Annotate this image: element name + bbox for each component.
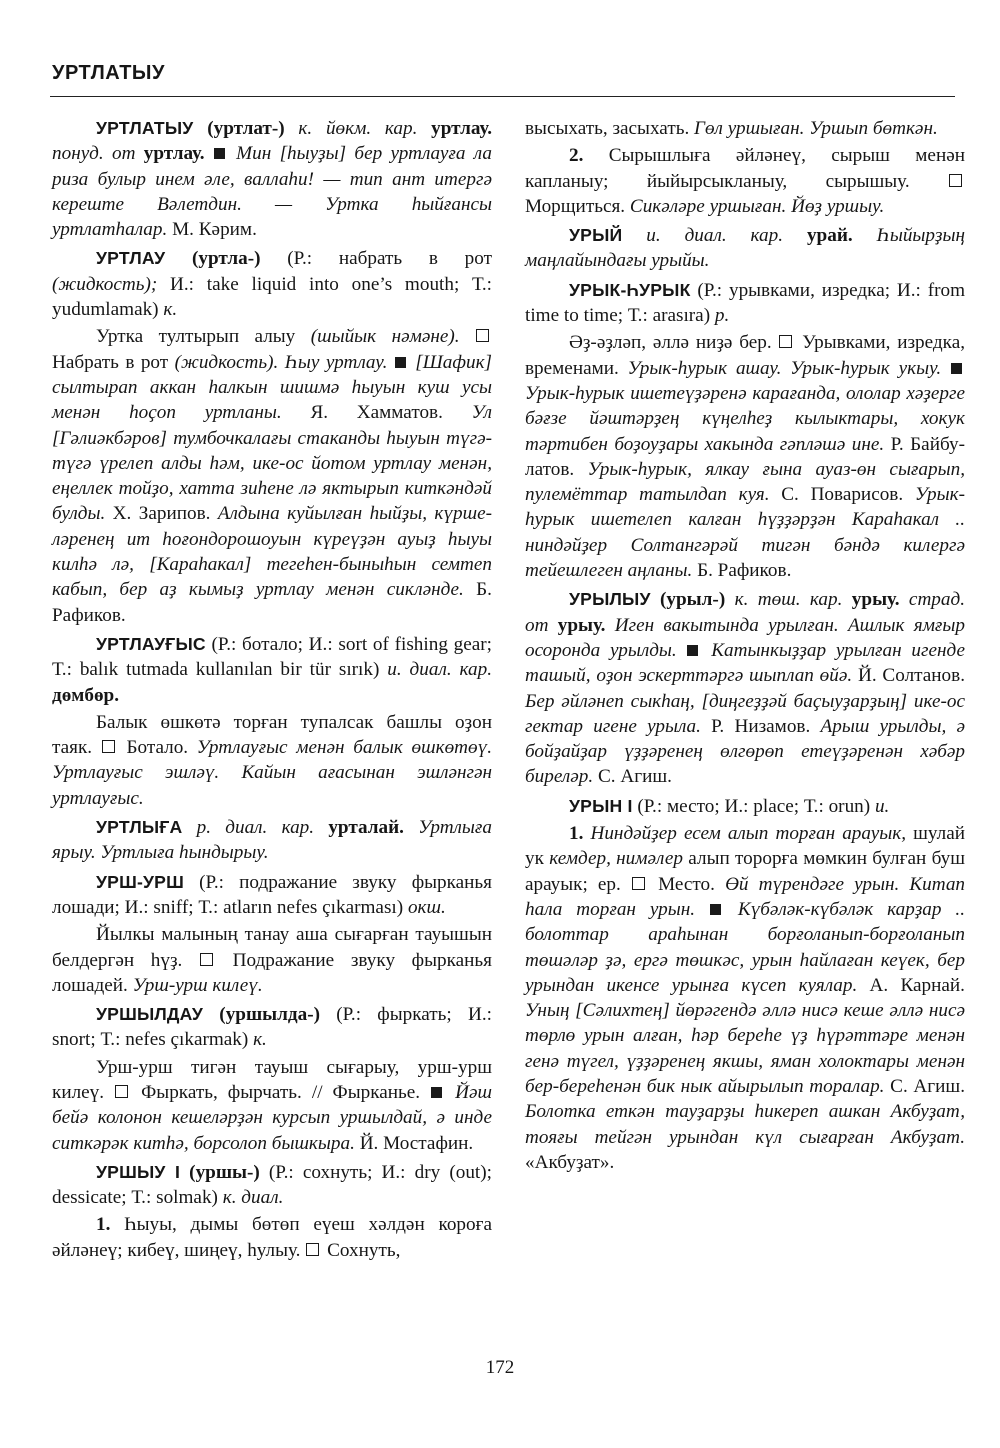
text: (Р.: подражание звуку фырканья лошади; И.: sniff; Т.: atların nefes çıkarması) bbox=[52, 871, 492, 918]
text: Сохнуть, bbox=[322, 1239, 401, 1261]
italic-text: Мин [һыуҙы] бер уртлауға ла риза булыр инем әле, валлаһи! — тип ант итергә кереште Вәлетдин. — Уртка һыйғансы уртлатһалар. bbox=[52, 143, 492, 241]
italic-text: р. bbox=[714, 305, 730, 327]
definition-paragraph bbox=[52, 1212, 492, 1263]
text: Һыуы, дымы бөтөп еүеш хәлдән короға әйләнеү; кибеү, шиңеү, һулыу. bbox=[52, 1214, 492, 1261]
italic-text: окш. bbox=[407, 896, 446, 918]
text: Подражание звуку фырканья лошадей. bbox=[52, 949, 492, 996]
italic-text: к. төш. кар. bbox=[734, 589, 843, 611]
dictionary-entry bbox=[525, 794, 965, 819]
open-square-icon bbox=[632, 877, 645, 890]
definition-paragraph bbox=[52, 324, 492, 628]
italic-text: к. bbox=[163, 299, 178, 321]
italic-text: и. диал. кар. bbox=[387, 659, 492, 681]
text: (Р.: ботало; И.: sort of fishing gear; Т.: balık tutmada kullanılan bir tür sırık) bbox=[52, 633, 492, 681]
italic-text: Йәш бейә колонон кешеләрҙән курсып уршылдай, ә инде ситкәрәк китһә, борсолоп бышкыра. bbox=[52, 1081, 493, 1154]
definition-paragraph bbox=[52, 710, 492, 811]
headword: УРТЛАТЫУ bbox=[96, 118, 194, 138]
dictionary-entry bbox=[52, 815, 492, 866]
bold-text: 1. bbox=[569, 823, 584, 845]
text: Уртка тултырып алыу bbox=[96, 326, 311, 348]
text: Набрать в рот bbox=[52, 351, 175, 373]
text: Ботало. bbox=[117, 737, 197, 759]
italic-text: Күбәләк-күбәләк карҙар .. болоттар араһынан борғоланып-борғоланып төшәләр ҙә, ергә төшкәс, урын һайлаған кеүек, бер урындан икенсе урынға күсеп куялар. bbox=[525, 898, 965, 996]
definition-paragraph bbox=[525, 116, 965, 141]
italic-text: Урык-һурык, ялкау ғына ауаз-өн сығарып, пулемёттар татылдап куя. bbox=[525, 458, 965, 506]
italic-text: Һыйырҙың маңлайындағы урыйы. bbox=[525, 225, 965, 272]
italic-text: (шыйык нәмәне). bbox=[310, 326, 460, 348]
text: Сырышлыға әйләнеү, сырыш менән капланыу; йыйырсыкланыу, сырышыу. bbox=[525, 145, 965, 192]
definition-paragraph bbox=[525, 330, 965, 583]
dictionary-entry bbox=[52, 1160, 492, 1211]
filled-square-icon bbox=[431, 1087, 442, 1098]
italic-text: Урык-һурык ишетелеп калған һүҙҙәрҙән Караһакал .. ниндәйҙер Солтангәрәй тигән бәндә килергә тейешлеген аңланы. bbox=[525, 484, 965, 582]
headword: УРТЛАУҒЫС bbox=[96, 633, 206, 654]
bold-text: (уршы-) bbox=[180, 1161, 269, 1183]
open-square-icon bbox=[102, 740, 115, 753]
italic-text: к. диал. bbox=[222, 1187, 284, 1209]
headword: УРТЛАУ bbox=[96, 248, 166, 269]
definition-paragraph bbox=[525, 143, 965, 219]
text: Р. Низамов. bbox=[700, 715, 821, 737]
dictionary-entry bbox=[525, 278, 965, 329]
headword: УРШ-УРШ bbox=[96, 871, 184, 892]
italic-text: Гөл уршыған. Уршып бөткән. bbox=[694, 118, 938, 139]
italic-text: Иген вакытында урылған. Ашлык ямғыр осоронда урылды. bbox=[525, 614, 966, 661]
definition-paragraph bbox=[52, 922, 492, 998]
italic-text: и. bbox=[874, 795, 890, 817]
open-square-icon bbox=[306, 1243, 319, 1256]
dictionary-entry bbox=[52, 116, 492, 242]
filled-square-icon bbox=[951, 363, 962, 374]
italic-text: Урык-һурык ишетеүҙәренә карағанда, ололар хәҙерге бәғзе йәштәрҙең күңелһеҙ кылыктары, хокук тәртибен боҙоуҙары хакында гәпләшә ине. bbox=[525, 382, 965, 455]
filled-square-icon bbox=[710, 904, 721, 915]
filled-square-icon bbox=[214, 148, 225, 159]
headword: УРШЫЛДАУ bbox=[96, 1004, 204, 1025]
italic-text: (жидкость). Һыу уртлау. bbox=[174, 351, 388, 373]
text: С. Поварисов. bbox=[769, 484, 915, 506]
italic-text: Ул [Гәлиәкбәров] тумбочкалағы стаканды һыуын түгә-түгә үрелеп алды һәм, ике-ос йотом уртлау менән, еңеллек тойҙо, хатта зиһене лә яктырып киткәндәй булды. bbox=[52, 402, 492, 525]
bold-text: 1. bbox=[96, 1214, 111, 1236]
italic-text: страд. от bbox=[525, 589, 965, 636]
italic-text: Арыш урылды, ә бойҙайҙар үҙҙәренең өлгөрөп етеүҙәренән хәбәр биреләр. bbox=[525, 715, 965, 788]
open-square-icon bbox=[949, 174, 962, 187]
headword: УРЫЙ bbox=[569, 225, 623, 246]
bold-text: урай. bbox=[783, 225, 853, 247]
bold-text: (уртлат-) bbox=[193, 118, 299, 139]
open-square-icon bbox=[476, 329, 489, 342]
text: Әҙ-әҙләп, әллә ниҙә бер. bbox=[569, 332, 772, 354]
text: Р. Байбулатов. bbox=[525, 433, 965, 480]
page-number: 172 bbox=[485, 1357, 515, 1378]
text: высыхать, засыхать. bbox=[525, 118, 695, 139]
text: Й. Мостафин. bbox=[354, 1132, 474, 1154]
text: Балык өшкөтә торған тупалсак башлы оҙон таяк. bbox=[52, 711, 492, 759]
bold-text: дөмбөр. bbox=[52, 684, 120, 706]
text: Морщиться. bbox=[525, 195, 630, 217]
bold-text: урыу. bbox=[557, 614, 606, 636]
headword: УРЫЛЫУ bbox=[569, 589, 651, 610]
open-square-icon bbox=[200, 953, 213, 966]
bold-text: урталай. bbox=[314, 817, 404, 839]
italic-text: к. bbox=[253, 1029, 267, 1051]
text: (Р.: урывками, изредка; И.: from time to time; Т.: arasıra) bbox=[525, 279, 965, 327]
italic-text: понуд. от bbox=[52, 143, 144, 165]
bold-text: уртлау. bbox=[143, 143, 205, 165]
italic-text: р. диал. кар. bbox=[182, 817, 315, 839]
filled-square-icon bbox=[687, 645, 698, 656]
left-column bbox=[52, 116, 492, 1265]
headword: УРЫН I bbox=[569, 795, 633, 816]
italic-text: и. диал. кар. bbox=[622, 225, 784, 247]
dictionary-entry bbox=[52, 1002, 492, 1053]
text: Б. Рафиков. bbox=[52, 579, 492, 626]
text: Урш-урш тигән тауыш сығарыу, урш-урш килеү. bbox=[52, 1056, 492, 1103]
text: (Р.: фыркать; И.: snort; Т.: nefes çıkarmak) bbox=[52, 1004, 492, 1051]
dictionary-entry bbox=[525, 223, 965, 274]
text: (Р.: набрать в рот bbox=[287, 248, 492, 270]
italic-text: (жидкость); bbox=[52, 273, 158, 295]
text: Х. Зарипов. bbox=[105, 503, 218, 525]
bold-text: (уршылда-) bbox=[203, 1004, 337, 1026]
filled-square-icon bbox=[395, 357, 406, 368]
italic-text: [Шафик] сылтырап аккан һалкын шишмә һыуын куш усы менән һоҫоп уртланы. bbox=[52, 351, 493, 424]
italic-text: Ниндәйҙер есем алып торған арауык, bbox=[583, 823, 907, 845]
text: Й. Солтанов. bbox=[852, 665, 965, 687]
bold-text: уртлау. bbox=[417, 118, 492, 139]
dictionary-entry bbox=[52, 632, 492, 708]
text: Б. Рафиков. bbox=[692, 560, 792, 582]
text: Урывками, изредка, временами. bbox=[525, 332, 966, 379]
text: И.: take liquid into one’s mouth; Т.: yudumlamak) bbox=[52, 273, 492, 321]
text: Фыркать, фырчать. // Фырканье. bbox=[131, 1081, 421, 1103]
italic-text: Уртлыға ярыу. Уртлыға һындырыу. bbox=[52, 817, 492, 864]
text: (Р.: сохнуть; И.: dry (out); dessicate; Т.: solmak) bbox=[52, 1161, 492, 1209]
text: С. Агиш. bbox=[593, 766, 672, 788]
italic-text: Өй түрендәге урын. Китап һала торған урын. bbox=[525, 873, 966, 920]
italic-text: Уның [Сәлихтең] йөрәгендә әллә нисә кеше әллә нисә төрлө урын алған, һәр берeһе үҙ һүрәттәре менән генә түгел, үҙҙәренең якшы, яман холоктары менән бер-береһенән бик нык айырылып торалар. bbox=[525, 1000, 965, 1097]
definition-paragraph bbox=[52, 1055, 492, 1156]
dictionary-entry bbox=[52, 246, 492, 322]
headword: УРТЛЫҒА bbox=[96, 817, 183, 838]
text: Место. bbox=[647, 873, 726, 895]
italic-text: Сикәләре уршыған. Йөҙ уршыу. bbox=[629, 195, 885, 217]
italic-text: Урш-урш килеү. bbox=[132, 974, 263, 996]
italic-text: Болотка еткән тауҙарҙы һикереп ашкан Акбуҙат, тояғы тейгән урындан күл сығарған Акбуҙат. bbox=[525, 1101, 965, 1148]
italic-text: Уртлауғыс менән балык өшкөтөү. Уртлауғыс эшләү. Кайын ағасынан эшләнгән уртлауғыс. bbox=[52, 737, 492, 809]
dictionary-entry bbox=[52, 870, 492, 921]
page-header bbox=[50, 60, 955, 97]
bold-text: (уртла-) bbox=[165, 248, 288, 270]
text: шулай ук bbox=[525, 823, 965, 870]
text: Я. Хамматов. bbox=[281, 402, 472, 424]
running-head: УРТЛАТЫУ bbox=[52, 62, 165, 84]
text: А. Карнай. bbox=[857, 974, 965, 996]
text: (Р.: место; И.: place; Т.: orun) bbox=[632, 795, 875, 817]
italic-text: Алдына куйылған һыйҙы, күршеләренең ит һоғондорошоуын күреүҙән ауыҙ һыуы килһә лә, [Караһакал] тегеһен-быныһын семтеп кабып, бер аҙ кымыҙ уртлау менән сикләнде. bbox=[52, 503, 492, 601]
text: алып торорға мөмкин булған буш арауык; ер. bbox=[525, 848, 965, 895]
dictionary-entry bbox=[525, 587, 965, 789]
italic-text: Катынкыҙҙар урылған игенде ташый, оҙон эскерттәргә шыплап өйә. bbox=[525, 639, 965, 687]
headword: УРЫК-ҺУРЫК bbox=[569, 279, 691, 300]
open-square-icon bbox=[779, 335, 792, 348]
italic-text: Урык-һурык ашау. Урык-һурык укыу. bbox=[627, 357, 942, 379]
text: С. Агиш. bbox=[884, 1075, 965, 1097]
open-square-icon bbox=[115, 1085, 128, 1098]
italic-text: к. йөкм. кар. bbox=[298, 118, 418, 139]
bold-text: (урыл-) bbox=[650, 589, 735, 611]
italic-text: Бер әйләнеп сыкһаң, [диңгеҙҙәй баҫыуҙарҙың] ике-ос гектар игене урыла. bbox=[525, 690, 965, 737]
right-column bbox=[525, 116, 965, 1177]
bold-text: 2. bbox=[569, 145, 584, 167]
text: М. Кәрим. bbox=[167, 219, 257, 241]
text: «Акбуҙат». bbox=[525, 1151, 615, 1173]
bold-text: урыу. bbox=[842, 589, 900, 611]
headword: УРШЫУ I bbox=[96, 1161, 181, 1182]
italic-text: кемдер, нимәлер bbox=[549, 848, 683, 870]
text: Йылкы малының танау аша сығарған тауышын белдергән һүҙ. bbox=[52, 924, 492, 971]
definition-paragraph bbox=[525, 821, 965, 1175]
